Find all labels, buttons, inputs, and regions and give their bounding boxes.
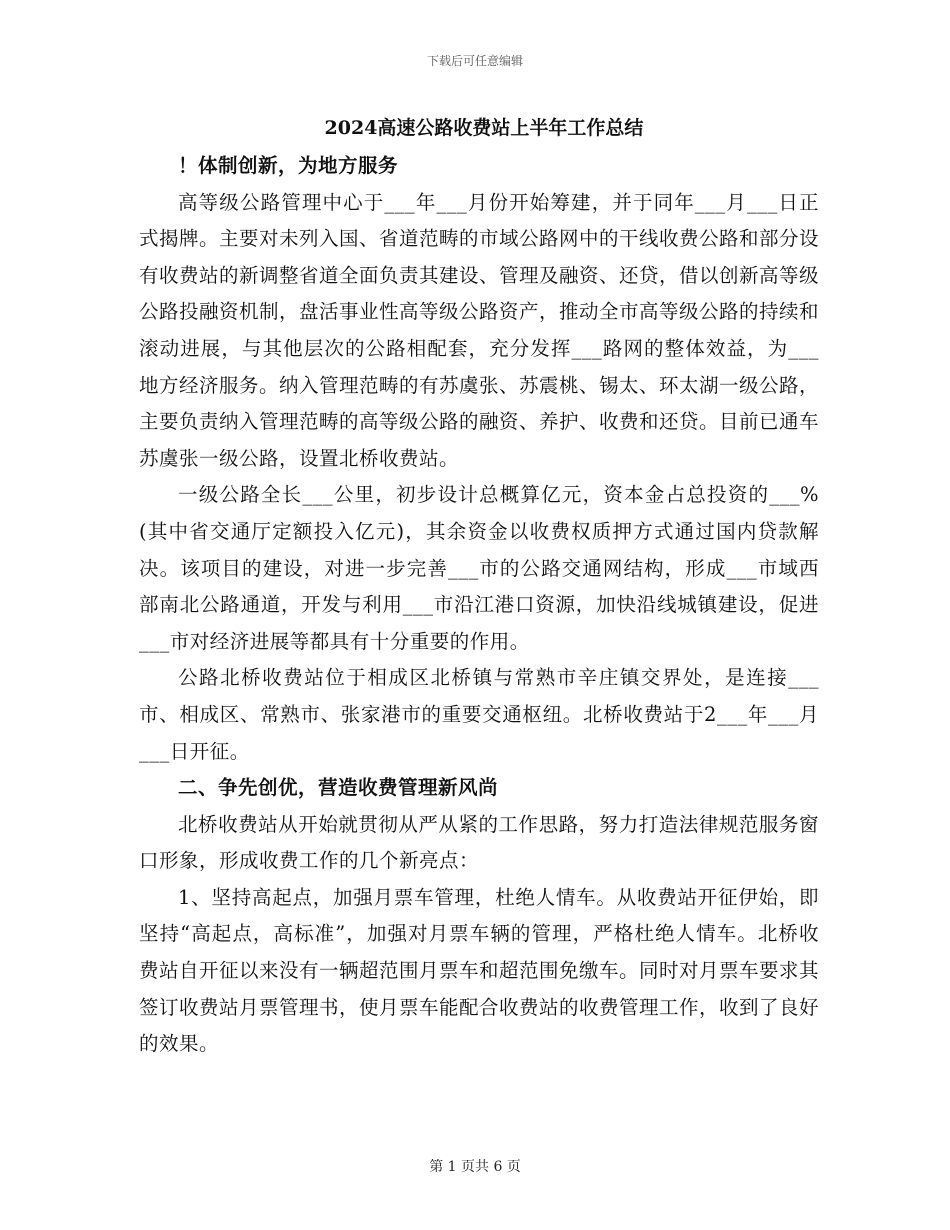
paragraph-1: 高等级公路管理中心于___年___月份开始筹建，并于同年___月___日正式揭牌。主要对未列入国、省道范畴的市域公路网中的干线收费公路和部分设有收费站的新调整省道全面负责其建设、管理及融资、还贷，借以创新高等级公路投融资机制，盘活事业性高等级公路资产，推动全市高等级公路的持续和滚动进展，与其他层次的公路相配套，充分发挥___路网的整体效益，为___地方经济服务。纳入管理范畴的有苏虞张、苏震桃、锡太、环太湖一级公路，主要负责纳入管理范畴的高等级公路的融资、养护、收费和还贷。目前已通车苏虞张一级公路，设置北桥收费站。 bbox=[139, 190, 820, 470]
paragraph-4: 北桥收费站从开始就贯彻从严从紧的工作思路，努力打造法律规范服务窗口形象，形成收费工作的几个新亮点： bbox=[139, 812, 819, 873]
section-heading-2: 二、争先创优，营造收费管理新风尚 bbox=[178, 776, 499, 800]
section-heading-1: ！体制创新，为地方服务 bbox=[178, 154, 399, 177]
paragraph-5: 1、坚持高起点，加强月票车管理，杜绝人情车。从收费站开征伊始，即坚持“高起点，高标准”，加强对月票车辆的管理，严格杜绝人情车。北桥收费站自开征以来没有一辆超范围月票车和超范围免缴车。同时对月票车要求其签订收费站月票管理书，使月票车能配合收费站的收费管理工作，收到了良好的效果。 bbox=[139, 885, 820, 1056]
document-body bbox=[139, 112, 819, 1063]
header-note: 下载后可任意编辑 bbox=[426, 54, 523, 68]
paragraph-3: 公路北桥收费站位于相成区北桥镇与常熟市辛庄镇交界处，是连接___市、相成区、常熟市、张家港市的重要交通枢纽。北桥收费站于2___年___月___日开征。 bbox=[139, 666, 819, 763]
page-footer: 第 1 页共 6 页 bbox=[429, 1159, 521, 1175]
paragraph-2: 一级公路全长___公里，初步设计总概算亿元，资本金占总投资的___%(其中省交通厅定额投入亿元)，其余资金以收费权质押方式通过国内贷款解决。该项目的建设，对进一步完善___市的公路交通网结构，形成___市域西部南北公路通道，开发与利用___市沿江港口资源，加快沿线城镇建设，促进___市对经济进展等都具有十分重要的作用。 bbox=[139, 483, 819, 653]
document-title: 2024高速公路收费站上半年工作总结 bbox=[324, 117, 644, 139]
